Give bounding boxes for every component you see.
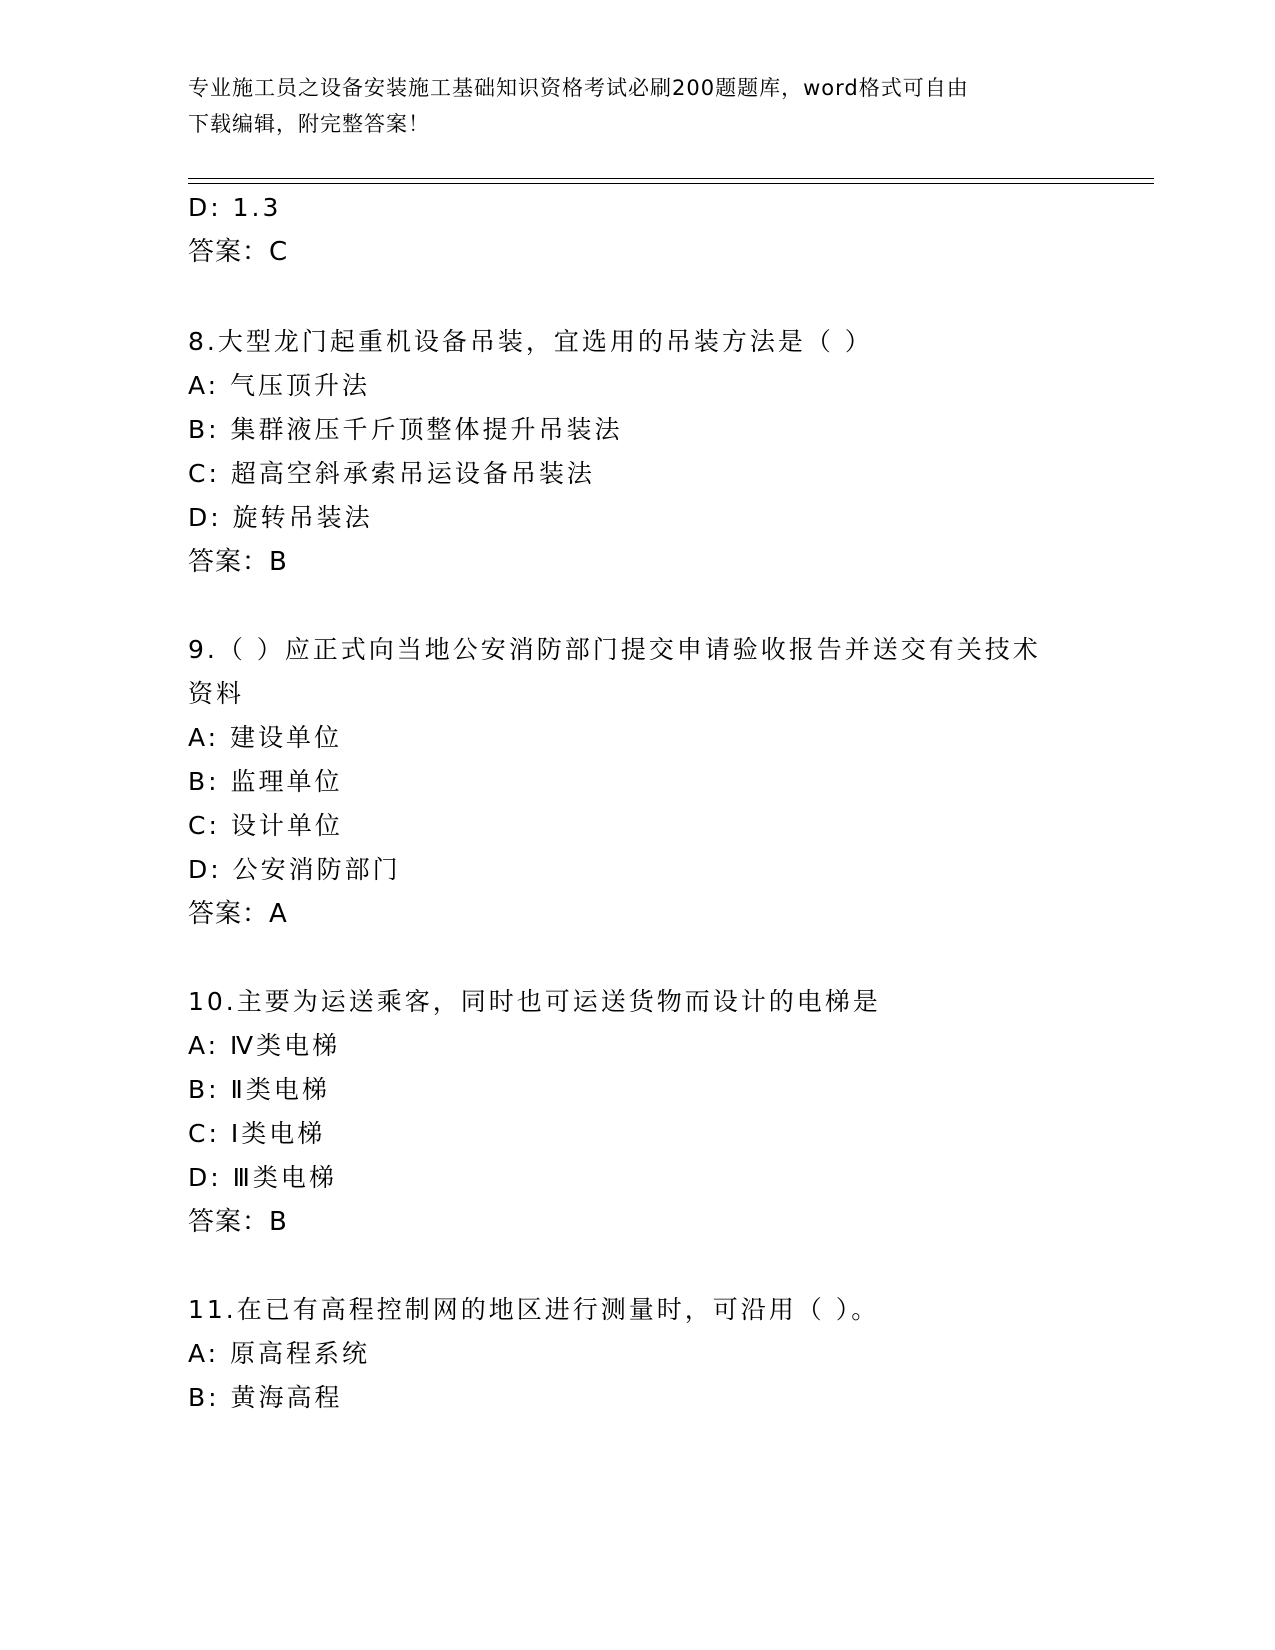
q10-option-d: D: Ⅲ类电梯 — [188, 1163, 337, 1192]
q10-option-c: C: Ⅰ类电梯 — [188, 1119, 326, 1148]
header-divider-bottom — [188, 183, 1154, 184]
q8-option-c: C: 超高空斜承索吊运设备吊装法 — [188, 459, 595, 488]
q9-question-line-2: 资料 — [188, 679, 245, 708]
q10-option-a: A: Ⅳ类电梯 — [188, 1031, 341, 1060]
q8-option-d: D: 旋转吊装法 — [188, 503, 373, 532]
q9-option-c: C: 设计单位 — [188, 811, 343, 840]
q10-answer: 答案：B — [188, 1207, 288, 1237]
q8-option-a: A: 气压顶升法 — [188, 371, 371, 400]
q10-option-b: B: Ⅱ类电梯 — [188, 1075, 330, 1104]
q9-question-line-1: 9.（ ）应正式向当地公安消防部门提交申请验收报告并送交有关技术 — [188, 635, 1041, 664]
q10-question: 10.主要为运送乘客，同时也可运送货物而设计的电梯是 — [188, 987, 881, 1016]
document-header — [188, 70, 1068, 142]
q9-option-d: D: 公安消防部门 — [188, 855, 401, 884]
header-line-2: 下载编辑，附完整答案！ — [188, 112, 430, 136]
q11-question: 11.在已有高程控制网的地区进行测量时，可沿用（ ）。 — [188, 1295, 880, 1324]
q7-answer: 答案：C — [188, 237, 289, 267]
q7-option-d: D: 1.3 — [188, 193, 282, 222]
q11-option-a: A: 原高程系统 — [188, 1339, 371, 1368]
q11-option-b: B: 黄海高程 — [188, 1383, 343, 1412]
header-divider-top — [188, 178, 1154, 179]
q8-question: 8.大型龙门起重机设备吊装，宜选用的吊装方法是（ ） — [188, 327, 873, 356]
q8-option-b: B: 集群液压千斤顶整体提升吊装法 — [188, 415, 623, 444]
header-line-1: 专业施工员之设备安装施工基础知识资格考试必刷200题题库，word格式可自由 — [188, 76, 969, 100]
q9-answer: 答案：A — [188, 899, 288, 929]
q9-option-b: B: 监理单位 — [188, 767, 343, 796]
q8-answer: 答案：B — [188, 547, 288, 577]
q9-option-a: A: 建设单位 — [188, 723, 343, 752]
